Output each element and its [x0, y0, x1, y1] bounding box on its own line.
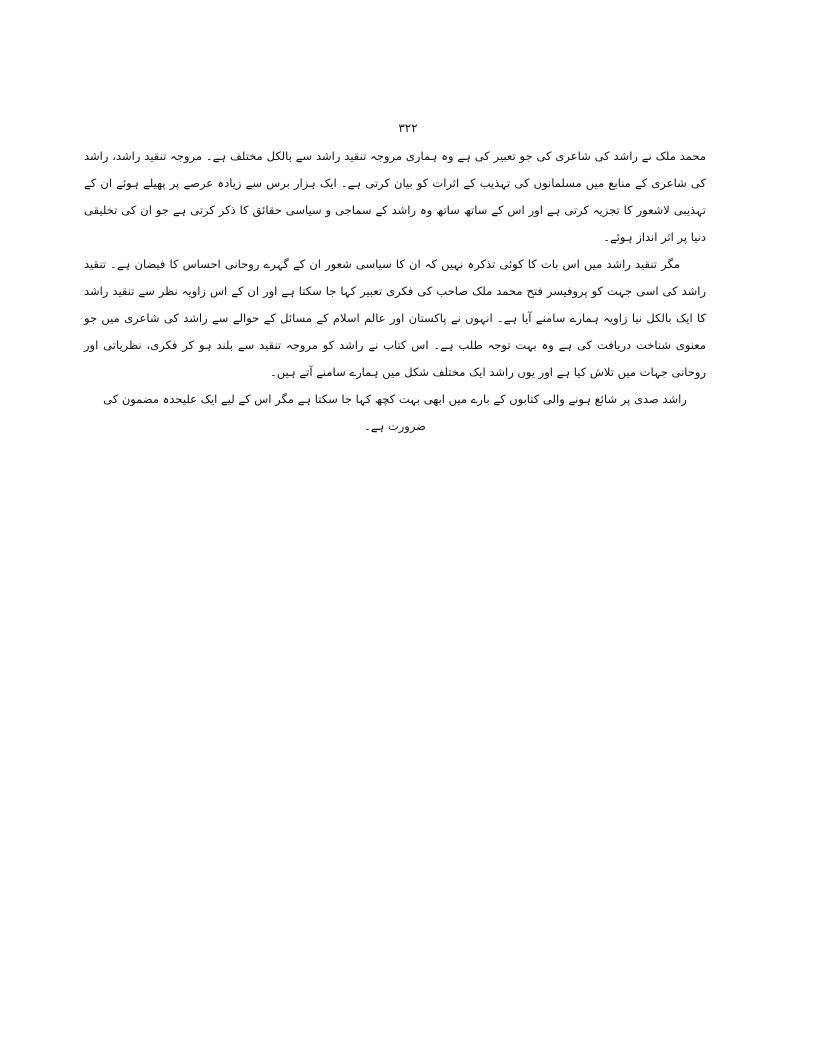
paragraph-1: محمد ملک نے راشد کی شاعری کی جو تعبیر کی ہے وہ ہماری مروجہ تنقید راشد سے بالکل مختلف ہے۔ مروجہ تنقید راشد، راشد کی شاعری کے منابع میں مسلمانوں کی تہذیب کے اثرات کو بیان کرتی ہے۔ ایک ہزار برس سے زیادہ عرصے پر پھیلے ہوئے ان کے تہذیبی لاشعور کا تجزیہ کرتی ہے اور اس کے ساتھ ساتھ وہ راشد کے سماجی و سیاسی حقائق کا ذکر کرتی ہے جو ان کی تخلیقی دنیا پر اثر انداز ہوئے۔ — [84, 149, 706, 244]
page-number: ۳۲۲ — [398, 121, 418, 135]
body-text — [84, 143, 706, 440]
paragraph-3: راشد صدی پر شائع ہونے والی کتابوں کے بارے میں ابھی بہت کچھ کہا جا سکتا ہے مگر اس کے لیے ایک علیحدہ مضمون کی ضرورت ہے۔ — [103, 392, 687, 433]
paragraph-2: مگر تنقید راشد میں اس بات کا کوئی تذکرہ نہیں کہ ان کا سیاسی شعور ان کے گہرے روحانی احساس کا فیضان ہے۔ تنقید راشد کی اسی جہت کو پروفیسر فتح محمد ملک صاحب کی فکری تعبیر کہا جا سکتا ہے اور ان کے اس زاویہ نظر سے تنقید راشد کا ایک بالکل نیا زاویہ ہمارے سامنے آیا ہے۔ انہوں نے پاکستان اور عالم اسلام کے مسائل کے حوالے سے راشد کی شاعری میں جو معنوی شناخت دریافت کی ہے وہ بہت توجہ طلب ہے۔ اس کتاب نے راشد کو مروجہ تنقید سے بلند ہو کر فکری، نظریاتی اور روحانی جہات میں تلاش کیا ہے اور یوں راشد ایک مختلف شکل میں ہمارے سامنے آتے ہیں۔ — [84, 257, 706, 379]
